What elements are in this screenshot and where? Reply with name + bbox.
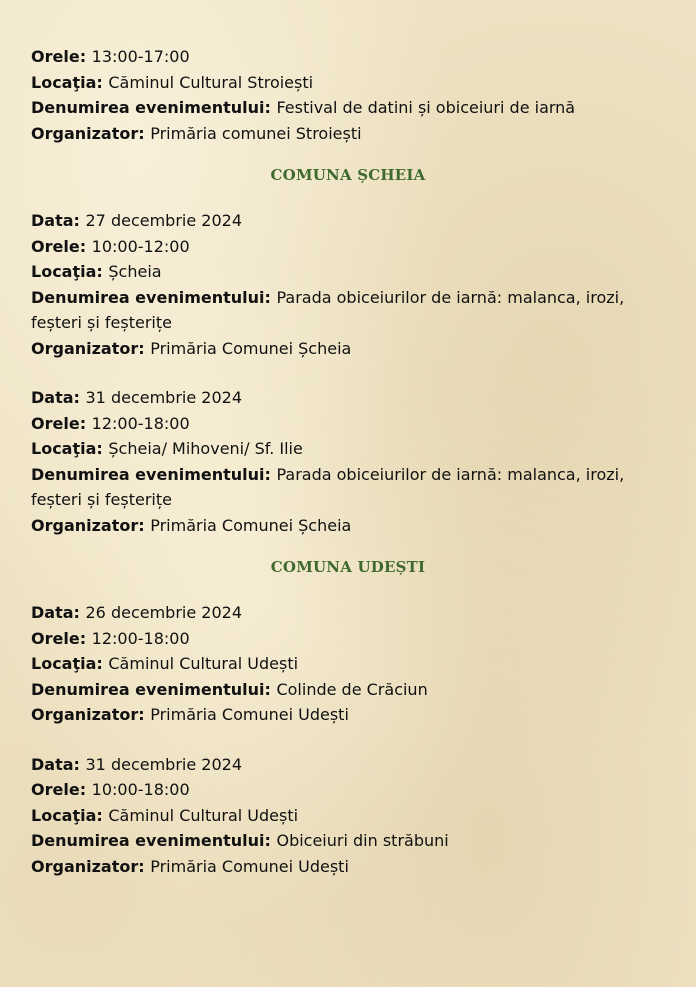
organizer-label: Organizator — [31, 338, 139, 358]
organizer-label: Organizator — [31, 515, 139, 535]
event-hours: Orele: 12:00-18:00 — [31, 628, 190, 648]
event-name: Denumirea evenimentului: Festival de datini și obiceiuri de iarnă — [31, 98, 576, 117]
event-label: Denumirea evenimentului — [31, 679, 265, 699]
event-organizer: Organizator: Primăria Comunei Șcheia — [31, 338, 352, 358]
location-value: Șcheia/ Mihoveni/ Sf. Ilie — [108, 439, 303, 458]
location-label: Locaţia — [31, 262, 97, 281]
event-date: Data: 26 decembrie 2024 — [31, 603, 242, 622]
location-label: Locaţia — [31, 805, 97, 825]
location-value: Căminul Cultural Stroiești — [108, 72, 314, 92]
event-date: Data: 31 decembrie 2024 — [31, 754, 242, 774]
hours-value: 10:00-18:00 — [91, 780, 190, 799]
location-value: Căminul Cultural Udești — [108, 805, 299, 825]
organizer-value: Primăria comunei Stroiești — [150, 123, 362, 143]
date-label: Data — [31, 603, 74, 622]
event-hours: Orele: 10:00-12:00 — [31, 236, 190, 256]
event-name: Denumirea evenimentului: Colinde de Crăciun — [31, 679, 428, 699]
date-value: 31 decembrie 2024 — [85, 388, 242, 407]
organizer-value: Primăria Comunei Udești — [150, 856, 349, 876]
event-value: Festival de datini și obiceiuri de iarnă — [276, 98, 576, 117]
section-heading-udesti: COMUNA UDEȘTI — [270, 558, 426, 576]
date-value: 26 decembrie 2024 — [85, 603, 242, 622]
location-label: Locaţia — [31, 72, 97, 92]
location-value: Șcheia — [108, 262, 162, 281]
date-label: Data — [31, 211, 74, 230]
event-hours: Orele: 13:00-17:00 — [31, 47, 190, 66]
event-location: Locaţia: Căminul Cultural Stroiești — [31, 72, 314, 92]
date-label: Data — [31, 388, 74, 407]
event-organizer: Organizator: Primăria comunei Stroiești — [31, 123, 362, 143]
event-value: Parada obiceiurilor de iarnă: malanca, irozi, feșteri și feșterițe — [31, 287, 625, 332]
section-heading-scheia: COMUNA ȘCHEIA — [270, 166, 426, 184]
document-content — [31, 44, 671, 879]
event-label: Denumirea evenimentului — [31, 831, 265, 850]
event-location: Locaţia: Căminul Cultural Udești — [31, 654, 299, 673]
organizer-value: Primăria Comunei Șcheia — [150, 515, 352, 535]
hours-label: Orele — [31, 236, 80, 256]
event-name: Denumirea evenimentului: Parada obiceiurilor de iarnă: malanca, irozi, feșteri și feșterițe — [31, 287, 625, 332]
event-organizer: Organizator: Primăria Comunei Udești — [31, 856, 349, 876]
hours-label: Orele — [31, 413, 80, 433]
event-organizer: Organizator: Primăria Comunei Șcheia — [31, 515, 352, 535]
event-date: Data: 31 decembrie 2024 — [31, 388, 242, 407]
event-label: Denumirea evenimentului — [31, 464, 265, 484]
hours-label: Orele — [31, 47, 80, 66]
event-value: Obiceiuri din străbuni — [276, 831, 449, 850]
event-value: Parada obiceiurilor de iarnă: malanca, irozi, feșteri și feșterițe — [31, 464, 625, 509]
event-label: Denumirea evenimentului — [31, 287, 265, 307]
organizer-value: Primăria Comunei Șcheia — [150, 338, 352, 358]
hours-value: 12:00-18:00 — [91, 628, 190, 648]
event-date: Data: 27 decembrie 2024 — [31, 211, 242, 230]
event-hours: Orele: 10:00-18:00 — [31, 780, 190, 799]
event-entry — [31, 385, 671, 538]
date-value: 27 decembrie 2024 — [85, 211, 242, 230]
event-entry — [31, 600, 671, 728]
hours-label: Orele — [31, 780, 80, 799]
event-label: Denumirea evenimentului — [31, 98, 265, 117]
event-location: Locaţia: Șcheia/ Mihoveni/ Sf. Ilie — [31, 439, 303, 458]
event-hours: Orele: 12:00-18:00 — [31, 413, 190, 433]
event-organizer: Organizator: Primăria Comunei Udești — [31, 705, 349, 724]
location-label: Locaţia — [31, 439, 97, 458]
organizer-label: Organizator — [31, 123, 139, 143]
hours-value: 12:00-18:00 — [91, 413, 190, 433]
date-label: Data — [31, 754, 74, 774]
location-label: Locaţia — [31, 654, 97, 673]
event-value: Colinde de Crăciun — [276, 679, 428, 699]
event-location: Locaţia: Căminul Cultural Udești — [31, 805, 299, 825]
hours-value: 10:00-12:00 — [91, 236, 190, 256]
organizer-label: Organizator — [31, 856, 139, 876]
event-entry-stroiesti — [31, 44, 671, 146]
organizer-label: Organizator — [31, 705, 139, 724]
event-entry — [31, 752, 671, 880]
organizer-value: Primăria Comunei Udești — [150, 705, 349, 724]
location-value: Căminul Cultural Udești — [108, 654, 299, 673]
event-name: Denumirea evenimentului: Obiceiuri din străbuni — [31, 831, 449, 850]
event-entry — [31, 208, 671, 361]
hours-value: 13:00-17:00 — [91, 47, 190, 66]
date-value: 31 decembrie 2024 — [85, 754, 242, 774]
event-name: Denumirea evenimentului: Parada obiceiurilor de iarnă: malanca, irozi, feșteri și feșterițe — [31, 464, 625, 509]
event-location: Locaţia: Șcheia — [31, 262, 162, 281]
hours-label: Orele — [31, 628, 80, 648]
